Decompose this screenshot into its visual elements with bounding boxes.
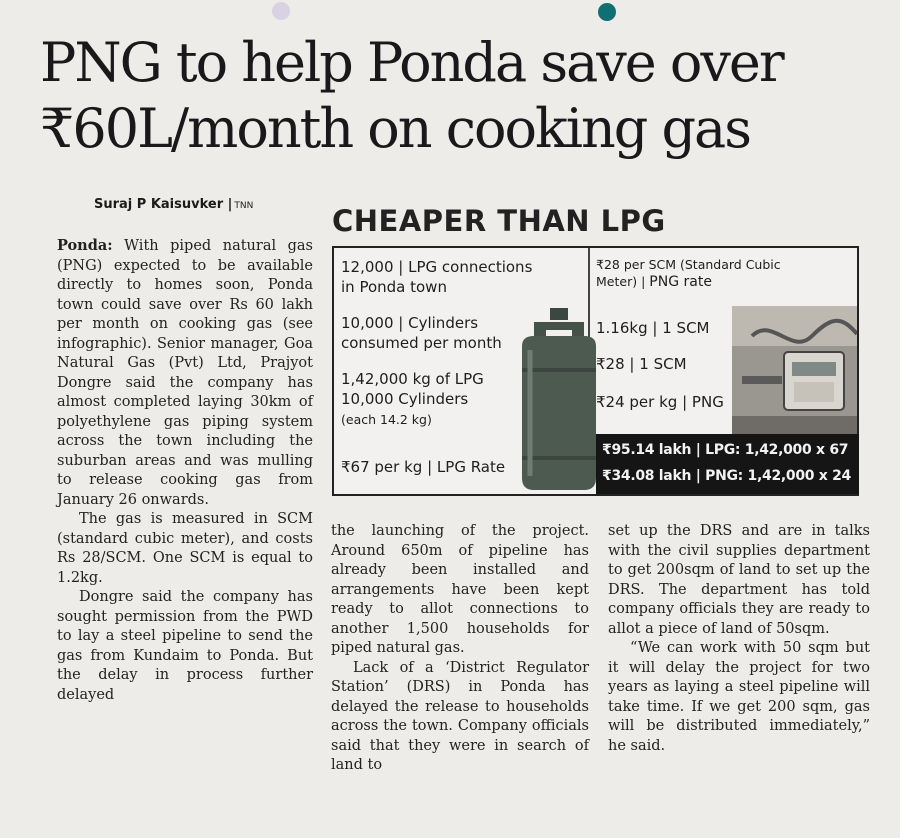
fact-separator: | <box>641 274 646 289</box>
fact-value: 10,000 <box>341 314 394 332</box>
fact-label: consumed per month <box>341 334 502 352</box>
headline <box>40 30 880 162</box>
dateline: Ponda: <box>57 237 113 254</box>
paragraph: set up the DRS and are in talks with the civil supplies department to get 200sqm of land to set up the DRS. The department has told company officials they are ready to allot a piece of land of 50sqm. <box>608 523 870 637</box>
cost-comparison-band <box>596 434 859 494</box>
fact-value: 12,000 <box>341 258 394 276</box>
fact-value: ₹24 per kg <box>596 393 678 411</box>
total-value: ₹95.14 lakh <box>602 442 692 458</box>
total-label: PNG: 1,42,000 x 24 <box>705 468 851 484</box>
fact-separator: | <box>398 258 404 276</box>
lpg-connections-fact <box>341 257 532 297</box>
byline <box>94 197 253 212</box>
headline-line-1: PNG to help Ponda save over <box>40 31 783 94</box>
article-column-1 <box>57 236 313 705</box>
paragraph: “We can work with 50 sqm but it will delay the project for two years as laying a steel pipeline will take time. If we get 200 sqm, gas will be distributed immediately,” he said. <box>608 640 870 754</box>
paragraph: Dongre said the company has sought permission from the PWD to lay a steel pipeline to send the gas from Kundaim to Ponda. But the delay in process further delayed <box>57 589 313 703</box>
total-value: ₹34.08 lakh <box>602 468 692 484</box>
fact-text: Meter) <box>596 274 638 289</box>
png-rate-fact <box>596 256 781 291</box>
fact-note: (each 14.2 kg) <box>341 412 432 427</box>
fact-value: 1.16kg <box>596 319 648 337</box>
author-name: Suraj P Kaisuvker <box>94 197 224 212</box>
lpg-monthly-cost <box>602 440 848 460</box>
fact-separator: | <box>682 393 688 411</box>
fact-value: ₹67 per kg <box>341 458 423 476</box>
infographic-box <box>332 246 859 496</box>
total-separator: | <box>695 468 701 484</box>
png-price-per-scm-fact <box>596 354 687 374</box>
fact-label: PNG <box>691 393 724 411</box>
gas-meter-image <box>732 306 857 442</box>
gas-cylinder-image <box>512 306 606 492</box>
paragraph-text: With piped natural gas (PNG) expected to be available directly to homes soon, Ponda town could save over Rs 60 lakh per month on cooking gas (see infographic). Senior manager, Goa Natural Gas (Pvt) Ltd, Prajyot Dongre said the company has almost completed laying 30km of polyethylene gas piping system across the town including the suburban areas and was mulling to release cooking gas from January 26 onwards. <box>57 238 313 508</box>
total-label: LPG: 1,42,000 x 67 <box>705 442 849 458</box>
fact-text: ₹28 per SCM (Standard Cubic <box>596 257 781 272</box>
fact-text: 10,000 Cylinders <box>341 390 469 408</box>
fact-label: PNG rate <box>649 274 712 290</box>
fact-text: 1,42,000 kg of LPG <box>341 370 484 388</box>
fact-label: 1 SCM <box>639 355 687 373</box>
paragraph: The gas is measured in SCM (standard cubic meter), and costs Rs 28/SCM. One SCM is equal to 1.2kg. <box>57 511 313 586</box>
png-weight-fact <box>596 318 709 338</box>
paragraph: Lack of a ‘District Regulator Station’ (DRS) in Ponda has delayed the release to households across the town. Company officials said that they were in search of land to <box>331 659 589 773</box>
fact-label: 1 SCM <box>662 319 710 337</box>
fact-label: LPG connections <box>408 258 533 276</box>
png-monthly-cost <box>602 466 851 486</box>
infographic-title: CHEAPER THAN LPG <box>332 204 666 238</box>
paragraph <box>57 236 313 510</box>
article-column-3 <box>608 522 870 756</box>
headline-line-2: ₹60L/month on cooking gas <box>40 97 750 160</box>
fact-separator: | <box>427 458 433 476</box>
agency-name: TNN <box>234 201 254 211</box>
lpg-rate-fact <box>341 457 505 477</box>
fact-label: Cylinders <box>408 314 479 332</box>
fact-value: ₹28 <box>596 355 625 373</box>
fact-label: in Ponda town <box>341 278 447 296</box>
fact-separator: | <box>398 314 404 332</box>
pushpin-right-icon <box>598 3 616 21</box>
cylinders-per-month-fact <box>341 313 502 353</box>
fact-separator: | <box>652 319 658 337</box>
fact-separator: | <box>629 355 635 373</box>
lpg-quantity-fact <box>341 369 484 429</box>
png-price-per-kg-fact <box>596 392 724 412</box>
pushpin-left-icon <box>272 2 290 20</box>
article-column-2 <box>331 522 589 776</box>
total-separator: | <box>695 442 701 458</box>
fact-label: LPG Rate <box>436 458 506 476</box>
byline-separator: | <box>227 197 233 212</box>
paragraph: the launching of the project. Around 650m of pipeline has already been installed and arrangements have been kept ready to allot connections to another 1,500 households for piped natural gas. <box>331 523 589 656</box>
